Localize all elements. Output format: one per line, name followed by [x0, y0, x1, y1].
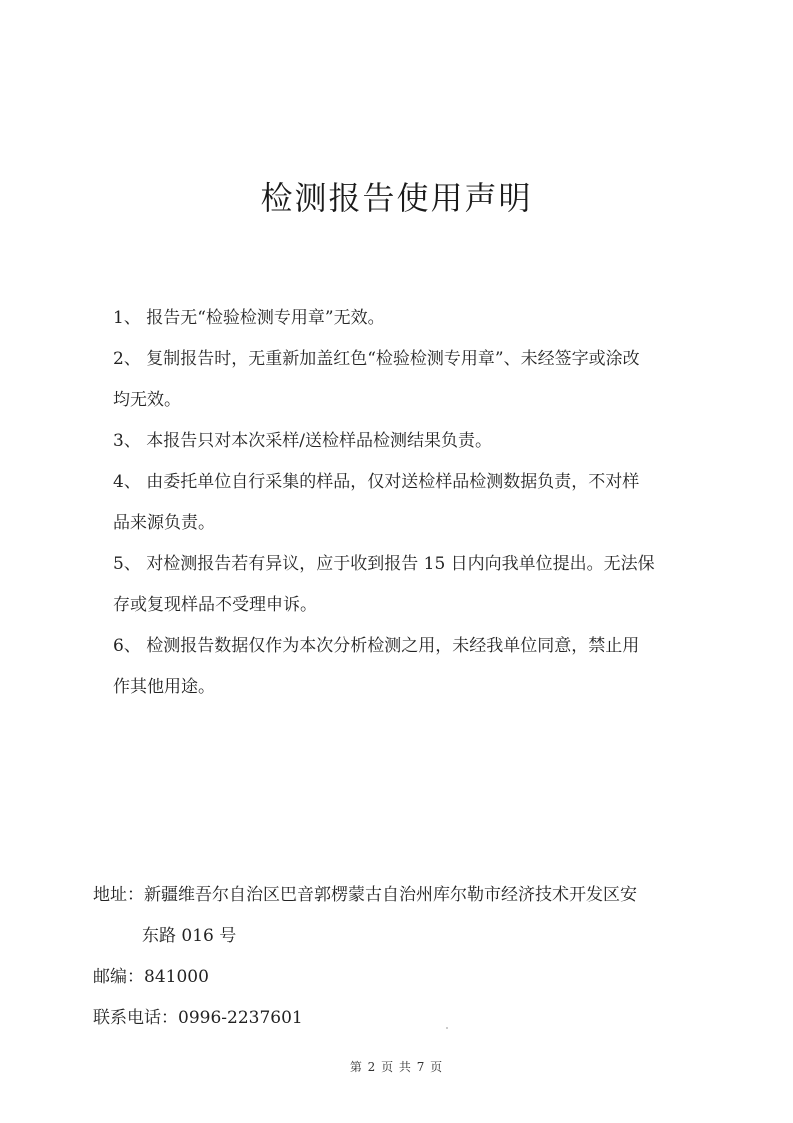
contact-info	[93, 875, 703, 1039]
usage-clauses	[113, 298, 698, 708]
phone-number: 联系电话：0996-2237601	[93, 1008, 303, 1028]
page-number: 第 2 页 共 7 页	[349, 1060, 444, 1074]
clause-4-continued: 品来源负责。	[113, 513, 215, 533]
address-line-1: 地址：新疆维吾尔自治区巴音郭楞蒙古自治州库尔勒市经济技术开发区安	[93, 885, 637, 905]
clause-5-continued: 存或复现样品不受理申诉。	[113, 595, 317, 615]
clause-1: 1、 报告无“检验检测专用章”无效。	[113, 308, 385, 328]
clause-2-continued: 均无效。	[113, 390, 181, 410]
page-title: 检测报告使用声明	[260, 179, 533, 217]
clause-6-continued: 作其他用途。	[113, 677, 215, 697]
clause-5: 5、 对检测报告若有异议，应于收到报告 15 日内向我单位提出。无法保	[113, 554, 655, 574]
address-line-2: 东路 016 号	[142, 926, 237, 946]
clause-3: 3、 本报告只对本次采样/送检样品检测结果负责。	[113, 431, 492, 451]
clause-4: 4、 由委托单位自行采集的样品，仅对送检样品检测数据负责，不对样	[113, 472, 640, 492]
clause-6: 6、 检测报告数据仅作为本次分析检测之用，未经我单位同意，禁止用	[113, 636, 640, 656]
postcode: 邮编：841000	[93, 967, 209, 987]
clause-2: 2、 复制报告时，无重新加盖红色“检验检测专用章”、未经签字或涂改	[113, 349, 640, 369]
scan-speck	[446, 1027, 448, 1029]
